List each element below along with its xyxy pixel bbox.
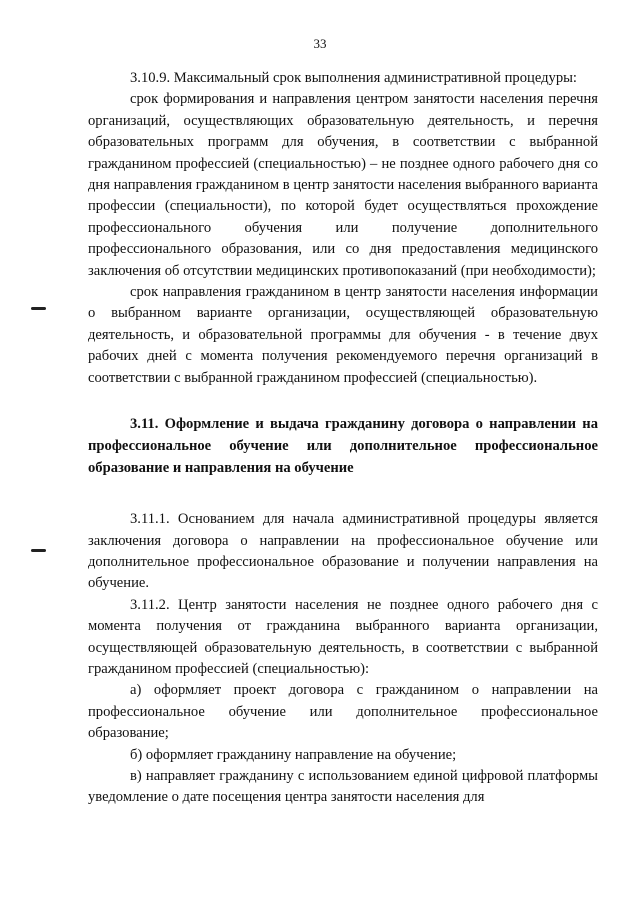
list-item-v: в) направляет гражданину с использованием единой цифровой платформы уведомление о дате посещения центра занятости населения для xyxy=(88,767,598,806)
section-heading-3-11: 3.11. Оформление и выдача гражданину договора о направлении на профессиональное обучение или дополнительное профессиональное образование и направления на обучение xyxy=(88,416,598,477)
paragraph-direction-deadline: срок направления гражданином в центр занятости населения информации о выбранном варианте организации, осуществляющей образовательную деятельность, и образовательной программы для обучения - в течение двух рабочих дней с момента получения рекомендуемого перечня организаций в соответствии с выбранной гражданином профессией (специальностью). xyxy=(88,284,598,386)
document-body xyxy=(88,68,598,809)
paragraph-formation-deadline: срок формирования и направления центром занятости населения перечня организаций, осуществляющих образовательную деятельность, и перечня образовательных программ для обучения, в соответствии с выбранной гражданином профессией (специальностью) – не позднее одного рабочего дня со дня направления гражданином в центр занятости населения выбранного варианта профессии (специальности), по которой будет осуществляться прохождение профессионального обучения или получение дополнительного профессионального образования, или со дня предоставления медицинского заключения об отсутствии медицинских противопоказаний (при необходимости); xyxy=(88,91,598,279)
page-number: 33 xyxy=(313,36,327,51)
paragraph-3-11-1: 3.11.1. Основанием для начала административной процедуры является заключения договора о направлении на профессиональное обучение или дополнительное профессиональное образование и получении направления на обучение. xyxy=(88,511,598,592)
margin-mark xyxy=(31,307,46,310)
margin-mark xyxy=(31,549,46,552)
paragraph-3-11-2: 3.11.2. Центр занятости населения не позднее одного рабочего дня с момента получения от гражданина выбранного варианта организации, осуществляющей образовательную деятельность, в соответствии с выбранной гражданином профессией (специальностью): xyxy=(88,596,598,677)
list-item-b: б) оформляет гражданину направление на обучение; xyxy=(130,746,457,763)
list-item-a: а) оформляет проект договора с гражданином о направлении на профессиональное обучение или дополнительное профессиональное образование; xyxy=(88,682,598,742)
paragraph-3-10-9: 3.10.9. Максимальный срок выполнения административной процедуры: xyxy=(130,70,577,86)
